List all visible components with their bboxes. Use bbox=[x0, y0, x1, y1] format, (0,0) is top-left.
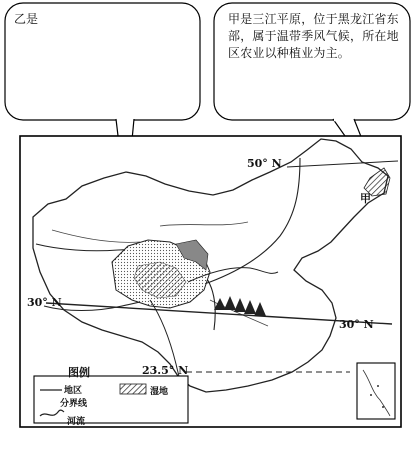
legend-river-text: 河流 bbox=[67, 417, 86, 427]
latitude-30n-right-label: 30° N bbox=[339, 318, 374, 331]
callout-jia-text: 甲是三江平原，位于黑龙江省东部，属于温带季风气候，所在地区农业以种植业为主。 bbox=[228, 12, 399, 60]
latitude-30n-left-label: 30° N bbox=[27, 296, 62, 309]
south-sea-inset bbox=[357, 363, 395, 419]
callout-yi-text: 乙是 bbox=[14, 12, 39, 26]
latitude-50n-label: 50° N bbox=[247, 157, 282, 170]
legend-title: 图例 bbox=[68, 366, 90, 379]
legend-wetland-text: 湿地 bbox=[150, 387, 169, 397]
jia-label: 甲 bbox=[360, 192, 371, 205]
latitude-23-5n-label: 23.5° N bbox=[142, 364, 189, 377]
legend-region-text: 地区 bbox=[64, 386, 83, 396]
legend-boundary-text: 分界线 bbox=[60, 399, 88, 409]
legend-wetland-symbol bbox=[120, 384, 146, 394]
